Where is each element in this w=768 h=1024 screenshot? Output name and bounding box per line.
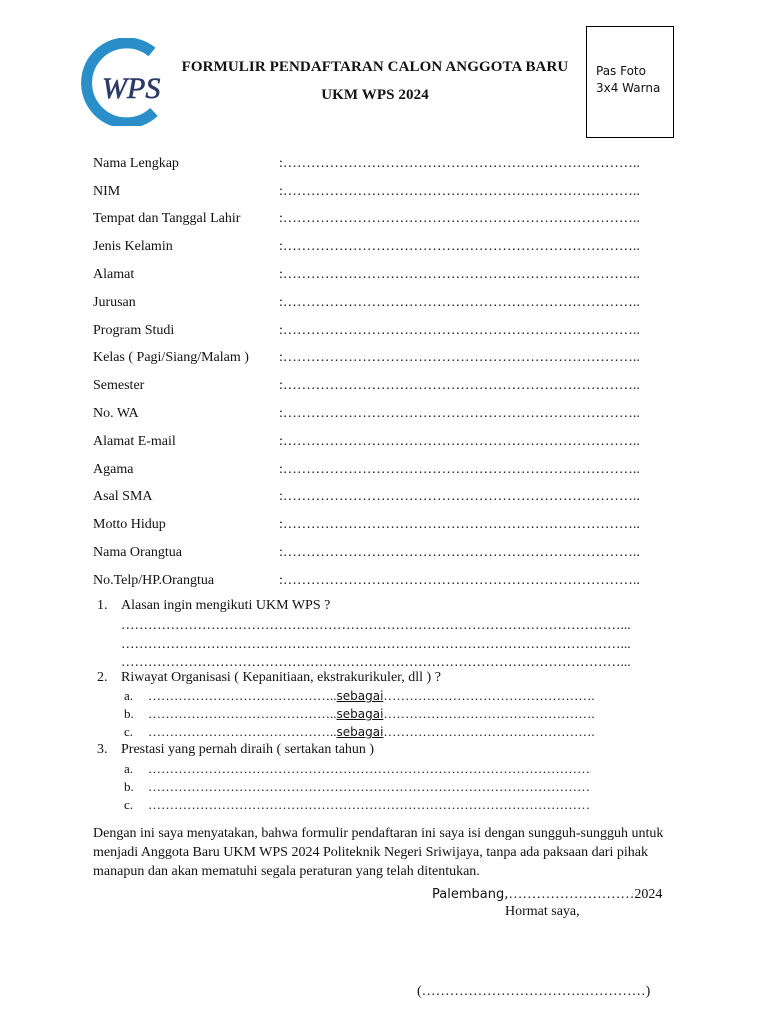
- field-blank[interactable]: :…………………………………………………………………..: [279, 378, 640, 394]
- field-label: Nama Lengkap: [93, 155, 179, 171]
- field-label: Semester: [93, 378, 145, 394]
- item-blank: …………………………………………………………………………………………: [148, 761, 590, 776]
- place-name: Palembang,: [432, 887, 509, 902]
- field-label: No. WA: [93, 406, 139, 422]
- item-letter: b.: [124, 779, 134, 794]
- field-blank[interactable]: :…………………………………………………………………..: [279, 239, 640, 255]
- field-label: Asal SMA: [93, 489, 153, 505]
- answer-line[interactable]: …………………………………………………………………………………………………...: [121, 636, 631, 651]
- item-role-label: sebagai: [336, 725, 384, 739]
- field-row: [93, 400, 683, 428]
- question-2: [97, 670, 441, 686]
- field-row: [93, 317, 683, 345]
- question-1: [97, 598, 330, 614]
- field-blank[interactable]: :…………………………………………………………………..: [279, 322, 640, 338]
- field-row: [93, 233, 683, 261]
- question-text: Alasan ingin mengikuti UKM WPS ?: [121, 598, 331, 613]
- photo-label-1: Pas Foto: [596, 64, 646, 78]
- form-title: FORMULIR PENDAFTARAN CALON ANGGOTA BARU: [181, 59, 569, 75]
- date-blank[interactable]: ………………………: [508, 887, 635, 902]
- photo-label-2: 3x4 Warna: [596, 81, 661, 95]
- item-blank: ………………………………………….: [383, 688, 595, 703]
- field-label: Agama: [93, 461, 134, 477]
- field-row: [93, 345, 683, 373]
- item-blank: …………………………………………………………………………………………: [148, 779, 590, 794]
- year: 2024: [634, 887, 663, 902]
- item-letter: c.: [124, 797, 134, 812]
- item-blank: ……………………………………..: [148, 706, 337, 721]
- field-row: [93, 150, 683, 178]
- achievement-item[interactable]: [124, 779, 680, 795]
- field-blank[interactable]: :…………………………………………………………………..: [279, 406, 640, 422]
- item-letter: a.: [124, 761, 134, 776]
- field-row: [93, 456, 683, 484]
- field-label: NIM: [93, 183, 121, 199]
- item-letter: c.: [124, 724, 134, 739]
- field-label: Program Studi: [93, 322, 175, 338]
- item-blank: ………………………………………….: [383, 706, 595, 721]
- question-text: Prestasi yang pernah diraih ( sertakan tahun ): [121, 742, 375, 757]
- field-blank[interactable]: :…………………………………………………………………..: [279, 517, 640, 533]
- item-blank: ……………………………………..: [148, 724, 337, 739]
- field-label: Kelas ( Pagi/Siang/Malam ): [93, 350, 249, 366]
- item-blank: ………………………………………….: [383, 724, 595, 739]
- answer-line[interactable]: …………………………………………………………………………………………………...: [121, 654, 631, 669]
- identity-fields: [93, 150, 683, 595]
- field-row: [93, 372, 683, 400]
- regards-text: Hormat saya,: [505, 904, 580, 919]
- item-blank: ……………………………………..: [148, 688, 337, 703]
- field-blank[interactable]: :…………………………………………………………………..: [279, 155, 640, 171]
- item-blank: …………………………………………………………………………………………: [148, 797, 590, 812]
- field-label: Jenis Kelamin: [93, 239, 173, 255]
- item-role-label: sebagai: [336, 689, 384, 703]
- organization-item[interactable]: [124, 688, 680, 704]
- field-row: [93, 511, 683, 539]
- field-row: [93, 261, 683, 289]
- question-number: 1.: [97, 598, 108, 613]
- field-blank[interactable]: :…………………………………………………………………..: [279, 183, 640, 199]
- field-row: [93, 178, 683, 206]
- item-letter: b.: [124, 706, 134, 721]
- field-label: Alamat: [93, 267, 135, 283]
- question-text: Riwayat Organisasi ( Kepanitiaan, ekstrakurikuler, dll ) ?: [121, 670, 441, 685]
- field-blank[interactable]: :…………………………………………………………………..: [279, 267, 640, 283]
- organization-item[interactable]: [124, 724, 680, 740]
- field-blank[interactable]: :…………………………………………………………………..: [279, 350, 640, 366]
- field-label: Motto Hidup: [93, 517, 166, 533]
- question-3: [97, 742, 374, 758]
- field-label: Tempat dan Tanggal Lahir: [93, 211, 241, 227]
- answer-line[interactable]: …………………………………………………………………………………………………...: [121, 617, 631, 632]
- item-letter: a.: [124, 688, 134, 703]
- wps-logo: [80, 38, 172, 126]
- logo-text: WPS: [102, 72, 161, 105]
- field-blank[interactable]: :…………………………………………………………………..: [279, 461, 640, 477]
- question-number: 2.: [97, 670, 108, 685]
- achievement-item[interactable]: [124, 761, 680, 777]
- field-blank[interactable]: :…………………………………………………………………..: [279, 545, 640, 561]
- field-blank[interactable]: :…………………………………………………………………..: [279, 433, 640, 449]
- field-label: No.Telp/HP.Orangtua: [93, 572, 215, 588]
- field-label: Jurusan: [93, 294, 136, 310]
- field-blank[interactable]: :…………………………………………………………………..: [279, 489, 640, 505]
- field-row: [93, 567, 683, 595]
- organization-item[interactable]: [124, 706, 680, 722]
- declaration-text: Dengan ini saya menyatakan, bahwa formulir pendaftaran ini saya isi dengan sungguh-sungguh untuk menjadi Anggota Baru UKM WPS 2024 Politeknik Negeri Sriwijaya, tanpa ada paksaan dari pihak manapun dan akan mematuhi segala peraturan yang telah ditentukan.: [93, 826, 664, 879]
- field-label: Alamat E-mail: [93, 433, 176, 449]
- field-row: [93, 206, 683, 234]
- form-subtitle: UKM WPS 2024: [321, 87, 429, 103]
- signature-line[interactable]: (…………………………………………): [417, 984, 651, 999]
- field-row: [93, 484, 683, 512]
- field-blank[interactable]: :…………………………………………………………………..: [279, 572, 640, 588]
- achievement-item[interactable]: [124, 797, 680, 813]
- field-label: Nama Orangtua: [93, 545, 183, 561]
- field-blank[interactable]: :…………………………………………………………………..: [279, 294, 640, 310]
- question-number: 3.: [97, 742, 108, 757]
- place-date: [432, 887, 662, 903]
- field-row: [93, 289, 683, 317]
- photo-box: [586, 26, 674, 138]
- field-row: [93, 428, 683, 456]
- item-role-label: sebagai: [336, 707, 384, 721]
- field-blank[interactable]: :…………………………………………………………………..: [279, 211, 640, 227]
- field-row: [93, 539, 683, 567]
